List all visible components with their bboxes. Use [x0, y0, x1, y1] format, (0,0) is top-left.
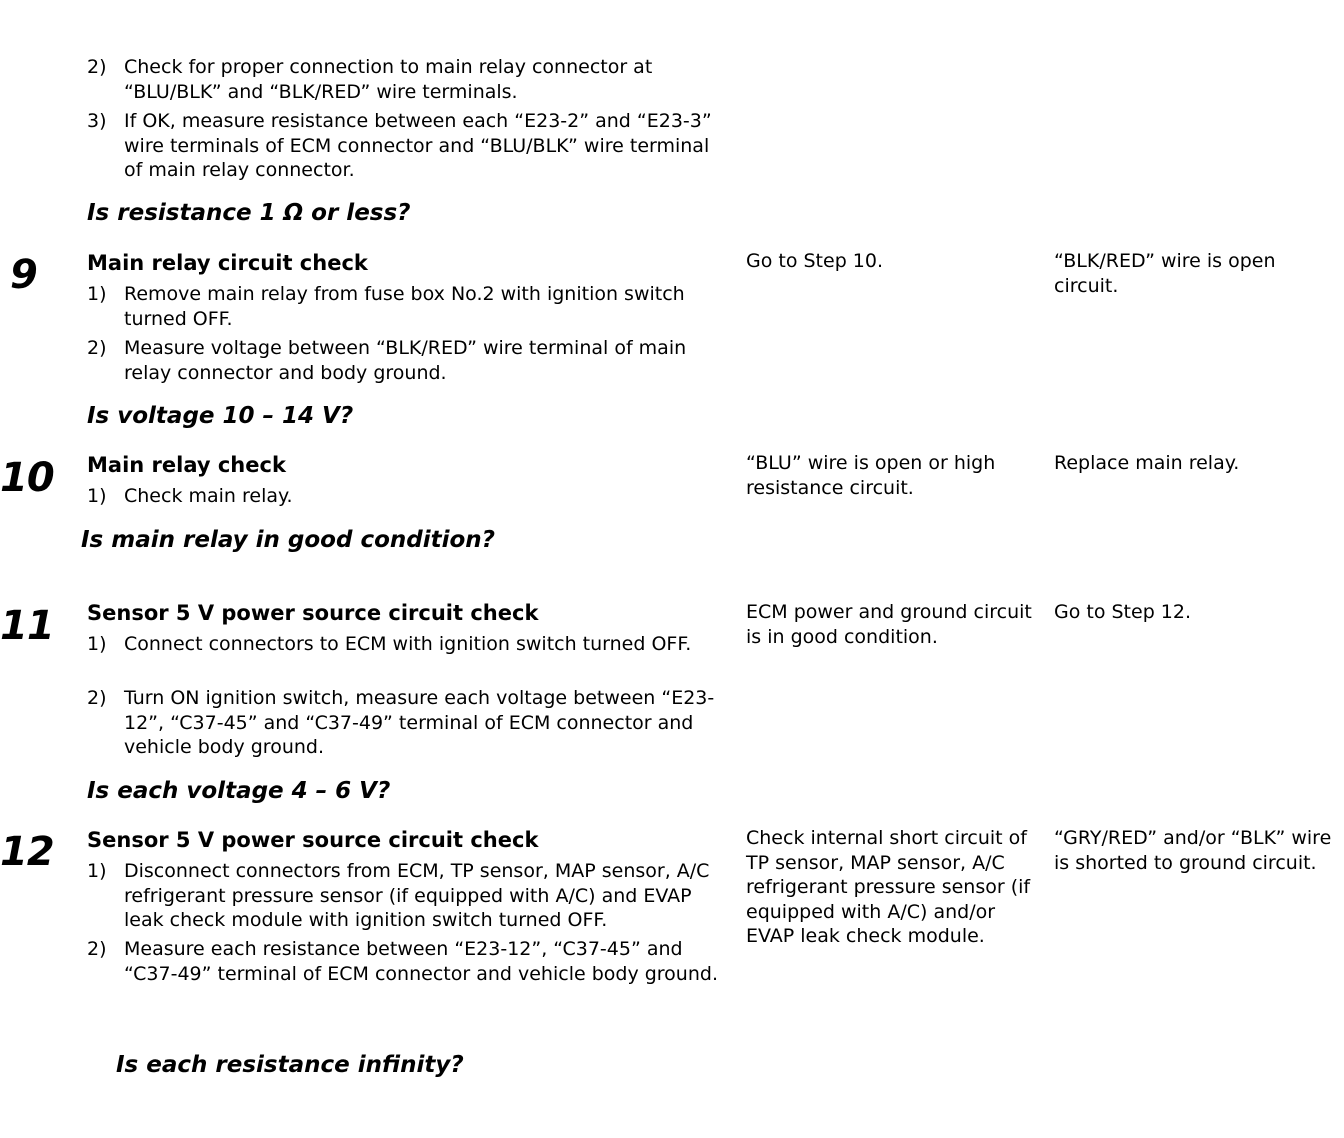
- item-text: Disconnect connectors from ECM, TP sensor, MAP sensor, A/C refrigerant pressure sensor (if equipped with A/C) and EVAP leak check module with ignition switch turned OFF.: [124, 860, 710, 931]
- step-10-number: 10: [0, 455, 54, 501]
- item-text: Measure voltage between “BLK/RED” wire terminal of main relay connector and body ground.: [124, 337, 687, 384]
- step-11-yes: ECM power and ground circuit is in good condition.: [746, 601, 1032, 648]
- item-number: 1): [87, 283, 107, 305]
- step-10-no: Replace main relay.: [1054, 452, 1240, 474]
- item-number: 1): [87, 485, 107, 507]
- step-12-yes: Check internal short circuit of TP sensor, MAP sensor, A/C refrigerant pressure sensor (if equipped with A/C) and/or EVAP leak check module.: [746, 827, 1031, 947]
- item-number: 2): [87, 938, 107, 960]
- step-11-number: 11: [0, 603, 54, 649]
- item-number: 3): [87, 110, 107, 132]
- step-10-heading: Main relay check: [87, 453, 286, 477]
- step-12-question: Is each resistance infinity?: [116, 1052, 464, 1078]
- step-8-item-3: [87, 109, 727, 183]
- item-text: Turn ON ignition switch, measure each voltage between “E23-12”, “C37-45” and “C37-49” terminal of ECM connector and vehicle body ground.: [124, 687, 715, 758]
- step-12-no: “GRY/RED” and/or “BLK” wire is shorted to ground circuit.: [1054, 827, 1332, 874]
- item-number: 1): [87, 633, 107, 655]
- step-11-item-1: [87, 632, 727, 657]
- step-12-number: 12: [0, 829, 54, 875]
- item-number: 2): [87, 687, 107, 709]
- item-text: If OK, measure resistance between each “E23-2” and “E23-3” wire terminals of ECM connector and “BLU/BLK” wire terminal of main relay connector.: [124, 110, 712, 181]
- step-11-heading: Sensor 5 V power source circuit check: [87, 601, 539, 625]
- step-12-heading: Sensor 5 V power source circuit check: [87, 828, 539, 852]
- item-text: Connect connectors to ECM with ignition switch turned OFF.: [124, 633, 692, 655]
- step-10-yes: “BLU” wire is open or high resistance circuit.: [746, 452, 996, 499]
- step-9-no: “BLK/RED” wire is open circuit.: [1054, 250, 1276, 297]
- step-12-item-2: [87, 937, 727, 986]
- item-number: 2): [87, 337, 107, 359]
- step-10-item-1: [87, 484, 727, 509]
- step-11-question: Is each voltage 4 – 6 V?: [87, 778, 391, 804]
- item-number: 2): [87, 56, 107, 78]
- item-text: Remove main relay from fuse box No.2 with ignition switch turned OFF.: [124, 283, 685, 330]
- step-8-question: Is resistance 1 Ω or less?: [87, 200, 411, 226]
- item-text: Check for proper connection to main relay connector at “BLU/BLK” and “BLK/RED” wire terminals.: [124, 56, 653, 103]
- step-9-item-2: [87, 336, 727, 385]
- step-11-item-2: [87, 686, 727, 760]
- step-9-heading: Main relay circuit check: [87, 251, 368, 275]
- step-10-question: Is main relay in good condition?: [81, 527, 495, 553]
- item-number: 1): [87, 860, 107, 882]
- step-12-item-1: [87, 859, 727, 933]
- step-11-no: Go to Step 12.: [1054, 601, 1192, 623]
- item-text: Measure each resistance between “E23-12”, “C37-45” and “C37-49” terminal of ECM connector and vehicle body ground.: [124, 938, 718, 985]
- step-9-question: Is voltage 10 – 14 V?: [87, 403, 354, 429]
- step-9-number: 9: [10, 252, 37, 298]
- item-text: Check main relay.: [124, 485, 293, 507]
- step-9-yes: Go to Step 10.: [746, 250, 884, 272]
- step-9-item-1: [87, 282, 727, 331]
- step-8-item-2: [87, 55, 727, 104]
